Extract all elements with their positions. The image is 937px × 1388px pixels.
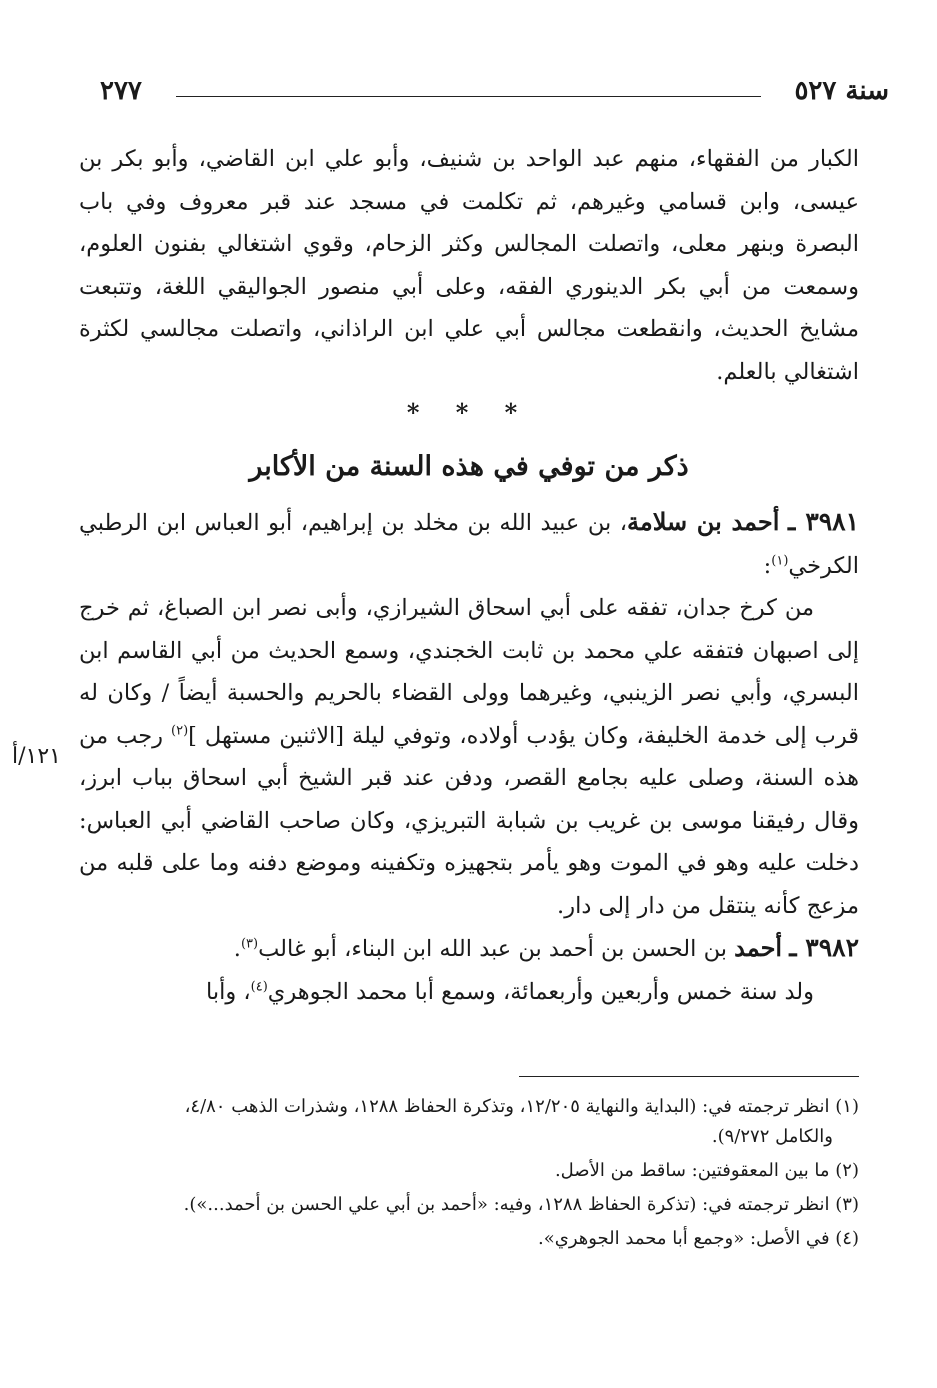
- entry-3981-body: [79, 587, 859, 927]
- entry-number: ٣٩٨٢ ـ: [789, 933, 859, 962]
- entry-body-text: ولد سنة خمس وأربعين وأربعمائة، وسمع أبا محمد الجوهري: [267, 978, 814, 1005]
- manuscript-folio-note: ١٢١/أ: [12, 744, 61, 769]
- footnote-ref: (٤): [250, 979, 268, 994]
- header-rule: [176, 96, 761, 97]
- entry-body-text: من كرخ جدان، تفقه على أبي اسحاق الشيرازي، وأبى نصر ابن الصباغ، ثم خرج إلى اصبهان فتفقه علي محمد بن ثابت الخجندي، وسمع الحديث من أبي القاسم ابن البسري، وأبي نصر الزينبي، وغيرهما وولى القضاء بالحريم والحسبة أيضاً / وكان له قرب إلى خدمة الخليفة، وكان يؤدب أولاده، وتوفي ليلة [الاثنين مستهل ]: [79, 595, 859, 749]
- footnote-ref: (٣): [240, 936, 259, 952]
- entry-heading-end: :: [763, 552, 772, 579]
- intro-line: من أبي بكر الدينوري الفقه، وعلى أبي منصور الجواليقي اللغة، وتتبعت مشايخ: [79, 273, 860, 342]
- footnote-ref: (١): [771, 553, 789, 568]
- footnote-3: (٣) انظر ترجمته في: (تذكرة الحفاظ ١٢٨٨، وفيه: «أحمد بن أبي علي الحسن بن أحمد...»).: [183, 1194, 859, 1215]
- footnotes: [79, 1092, 859, 1258]
- intro-line: بالعلم.: [716, 358, 777, 385]
- page-number: ٢٧٧: [100, 76, 142, 106]
- section-separator: * * *: [406, 398, 532, 427]
- intro-line: وبنهر معلى، واتصلت المجالس وكثر الزحام، وقوي اشتغالي بفنون العلوم، وسمعت: [79, 231, 859, 300]
- entry-heading-text: بن الحسن بن أحمد بن عبد الله ابن البناء، أبو غالب: [258, 936, 735, 962]
- footnote-1: [79, 1092, 859, 1152]
- footnote-text: (١) انظر ترجمته في: (البداية والنهاية ١٢/٢٠٥، وتذكرة الحفاظ ١٢٨٨، وشذرات الذهب ٤/٨٠،: [184, 1096, 859, 1117]
- entry-number: ٣٩٨١ ـ: [787, 507, 860, 536]
- entry-name: أحمد: [734, 933, 783, 962]
- intro-line: عيسى، وابن قسامي وغيرهم، ثم تكلمت في مسجد عند قبر معروف وفي باب البصرة: [79, 188, 859, 257]
- section-title: ذكر من توفي في هذه السنة من الأكابر: [249, 451, 689, 482]
- entry-body-text: رجب من هذه السنة، وصلى عليه بجامع القصر، ودفن عند قبر الشيخ أبي اسحاق بباب ابرز، وقال رفيقنا موسى بن غريب بن شبابة التبريزي، وكان صاحب القاضي أبي العباس: دخلت عليه وهو في الموت وهو يأمر بتجهيزه وتكفينه وموضع دفنه وما على قلبه من مزعج كأنه ينتقل من دار إلى دار.: [79, 722, 859, 919]
- intro-line: الحديث، وانقطعت مجالس أبي علي ابن الراذاني، واتصلت مجالسي لكثرة اشتغالي: [79, 316, 859, 385]
- intro-paragraph: [79, 138, 859, 393]
- footnote-2: (٢) ما بين المعقوفتين: ساقط من الأصل.: [554, 1160, 859, 1181]
- running-header-year: سنة ٥٢٧: [794, 76, 889, 106]
- entry-body-text: ، وأبا: [205, 978, 251, 1005]
- intro-line: الكبار من الفقهاء، منهم عبد الواحد بن شنيف، وأبو علي ابن القاضي، وأبو بكر بن: [79, 146, 859, 172]
- footnote-ref: (٢): [171, 723, 189, 738]
- main-text: [79, 138, 859, 1013]
- entry-heading-text: ، بن عبيد الله بن مخلد بن إبراهيم، أبو العباس ابن الرطبي الكرخي: [79, 510, 859, 579]
- footnote-continuation: والكامل ٩/٢٧٢).: [711, 1126, 833, 1147]
- footnote-4: (٤) في الأصل: «وجمع أبا محمد الجوهري».: [538, 1228, 859, 1249]
- entry-3982-body: [79, 971, 859, 1014]
- entry-name: أحمد بن سلامة: [626, 507, 780, 536]
- entry-3981-heading: [79, 501, 859, 587]
- entry-3982-heading: [79, 927, 859, 971]
- entry-heading-end: .: [233, 936, 241, 962]
- footnote-rule: [519, 1076, 859, 1077]
